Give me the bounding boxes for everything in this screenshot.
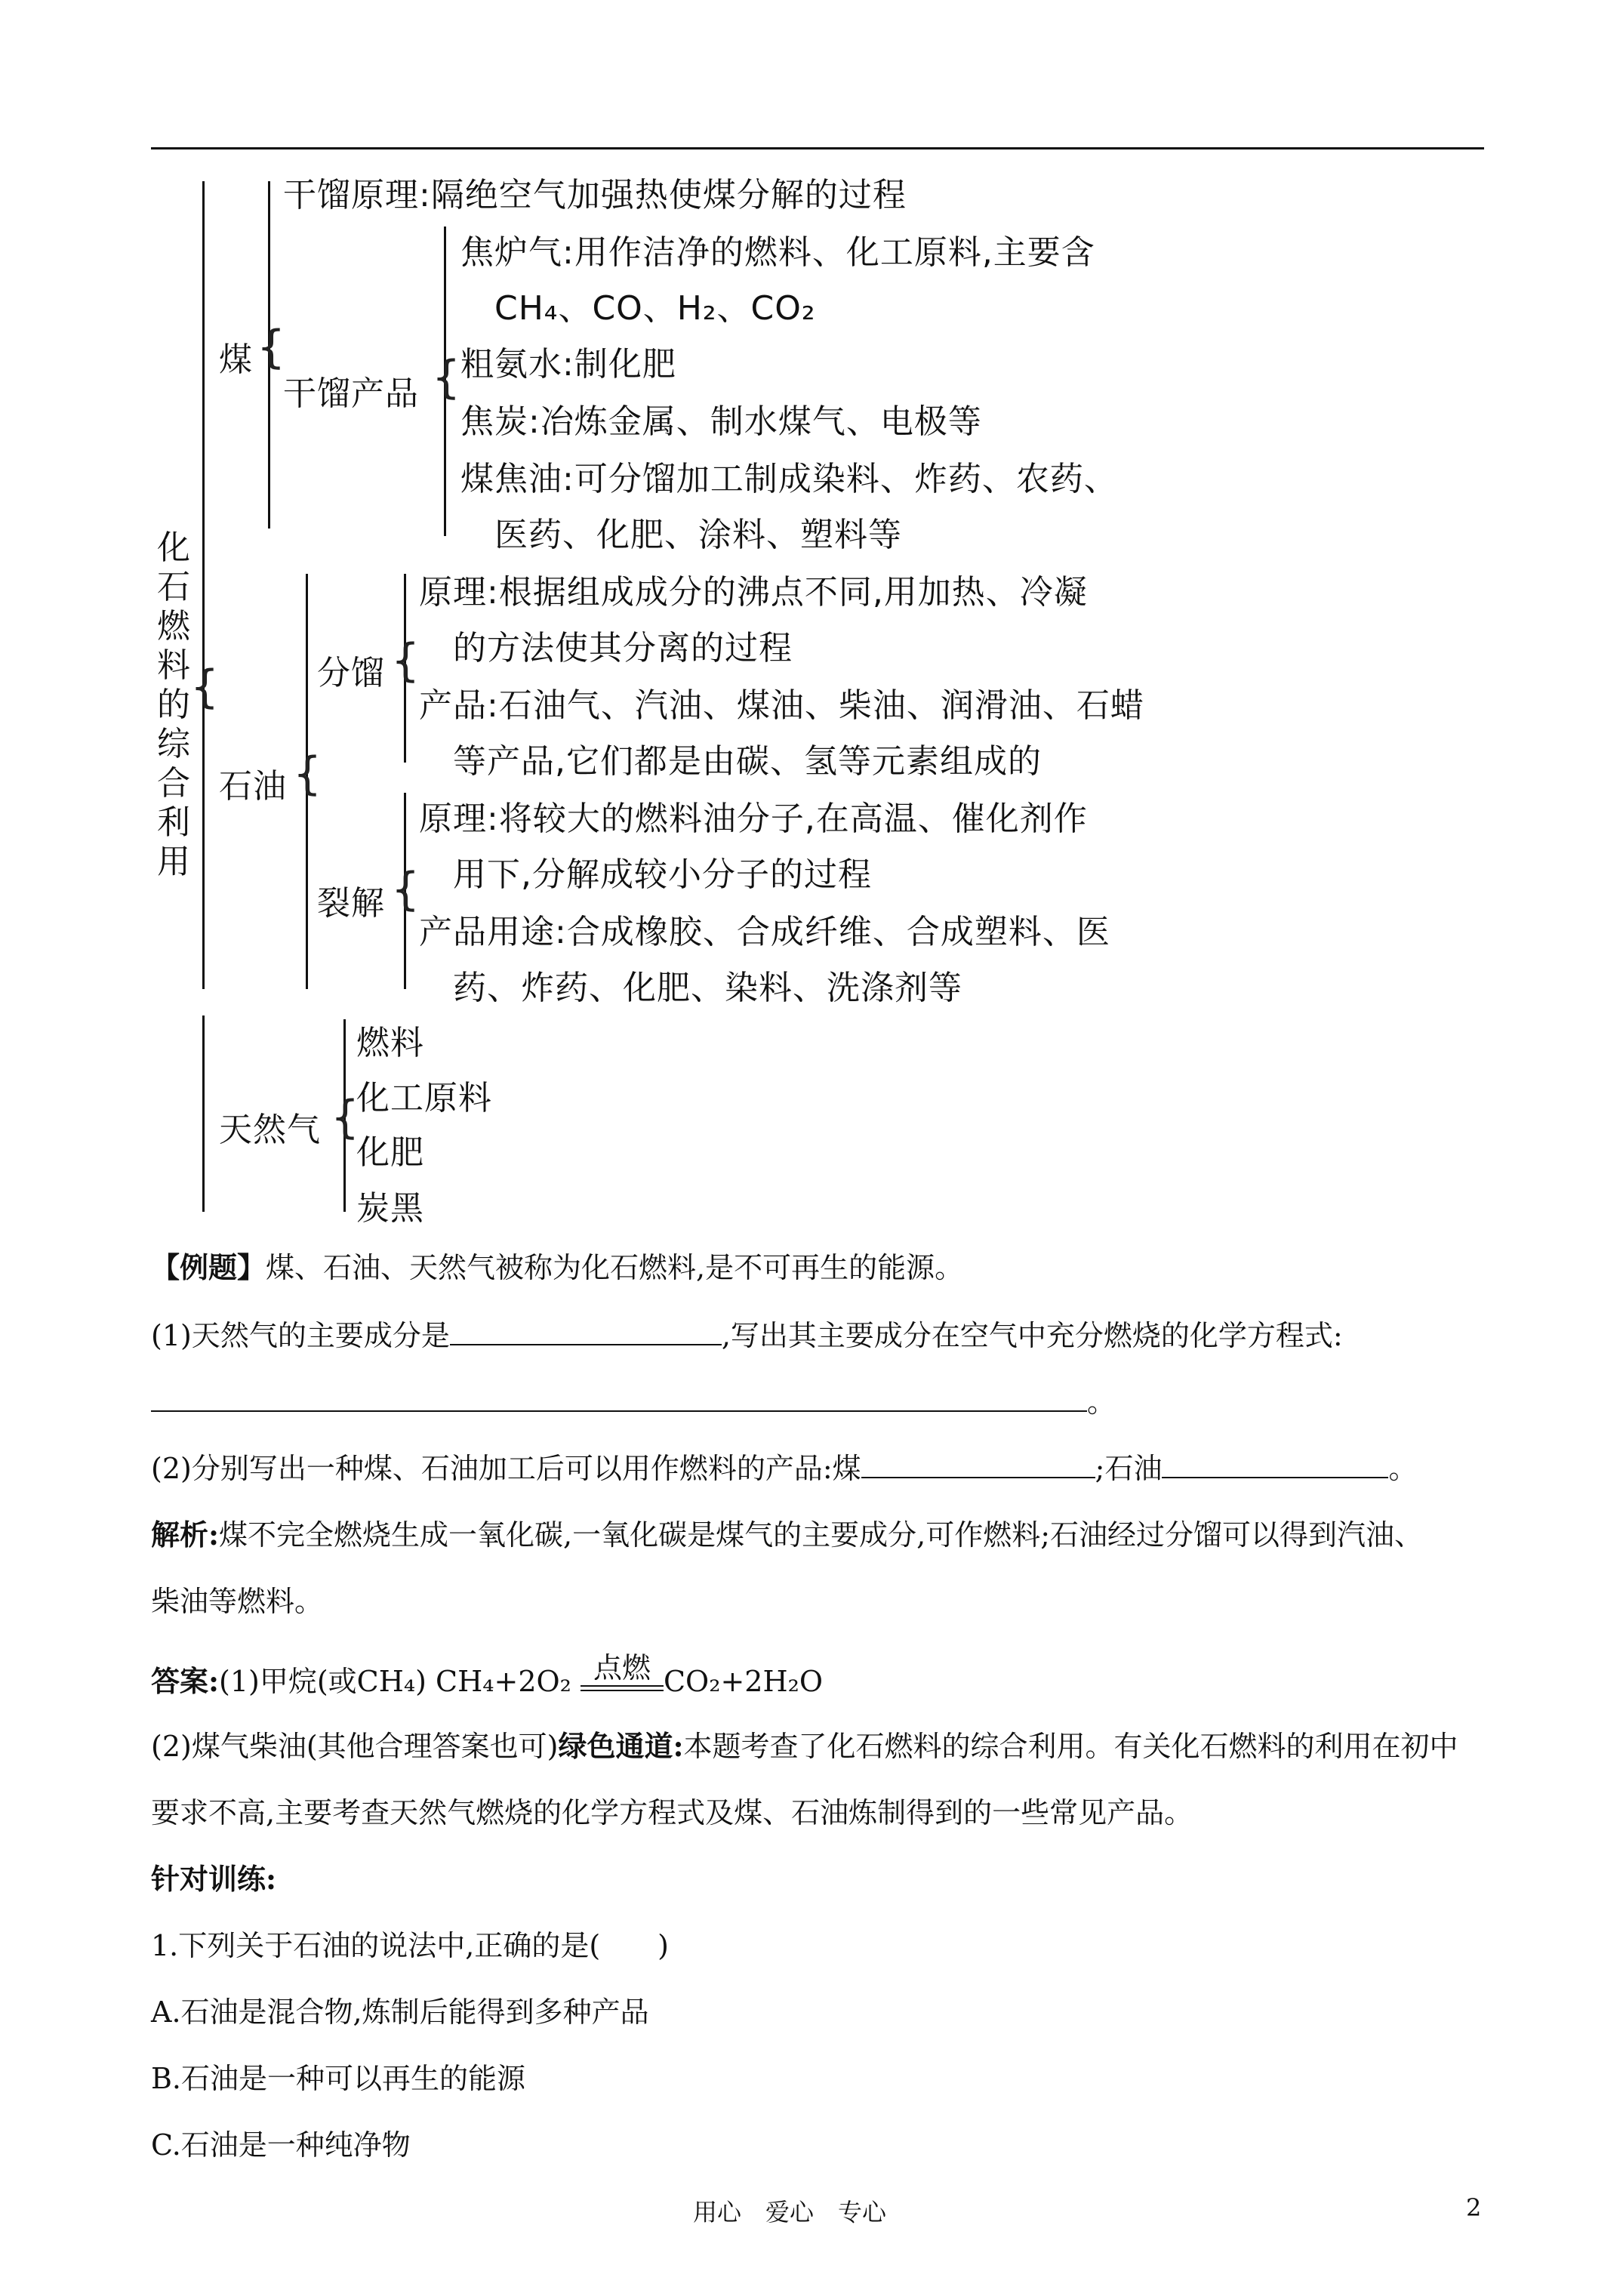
coke-oven-gas: 焦炉气:用作洁净的燃料、化工原料,主要含 <box>460 233 1095 272</box>
cracking-brace: { <box>391 863 420 916</box>
option-b[interactable]: B.石油是一种可以再生的能源 <box>151 2062 526 2095</box>
answer-blank[interactable] <box>450 1321 722 1345</box>
crack-principle-cont: 用下,分解成较小分子的过程 <box>453 855 872 894</box>
coke-oven-gas-formula: CH₄、CO、H₂、CO₂ <box>494 289 816 328</box>
answer-blank[interactable] <box>1162 1454 1388 1478</box>
example-q2: (2)分别写出一种煤、石油加工后可以用作燃料的产品:煤 ;石油 。 <box>151 1452 1418 1485</box>
fractionation-label: 分馏 <box>317 654 385 692</box>
header-rule <box>151 147 1484 149</box>
natural-gas-use: 炭黑 <box>356 1189 424 1228</box>
coal-tar-cont: 医药、化肥、涂料、塑料等 <box>494 516 902 554</box>
frac-products: 产品:石油气、汽油、煤油、柴油、润滑油、石蜡 <box>419 686 1144 725</box>
answer-blank[interactable] <box>861 1454 1095 1478</box>
coal-label: 煤 <box>219 341 253 379</box>
petroleum-label: 石油 <box>219 767 287 806</box>
example-tag: 【例题】 <box>151 1250 266 1284</box>
example-intro: 【例题】煤、石油、天然气被称为化石燃料,是不可再生的能源。 <box>151 1250 964 1284</box>
petroleum-brace: { <box>293 747 322 800</box>
practice-title: 针对训练: <box>151 1862 277 1896</box>
crude-ammonia: 粗氨水:制化肥 <box>460 345 676 384</box>
analysis-cont: 柴油等燃料。 <box>151 1585 324 1618</box>
frac-principle: 原理:根据组成成分的沸点不同,用加热、冷凝 <box>419 573 1088 612</box>
natural-gas-label: 天然气 <box>219 1111 321 1149</box>
frac-products-cont: 等产品,它们都是由碳、氢等元素组成的 <box>453 742 1042 781</box>
answer-2-cont: 要求不高,主要考查天然气燃烧的化学方程式及煤、石油炼制得到的一些常见产品。 <box>151 1796 1193 1829</box>
example-q1: (1)天然气的主要成分是 ,写出其主要成分在空气中充分燃烧的化学方程式: <box>151 1319 1343 1352</box>
cracking-label: 裂解 <box>317 884 385 923</box>
reaction-condition: 点燃 <box>593 1651 651 1684</box>
footer-motto: 用心 爱心 专心 <box>693 2198 887 2227</box>
dry-products-brace: { <box>432 351 461 404</box>
fractionation-brace: { <box>391 634 420 687</box>
answer-1: 答案:(1)甲烷(或CH₄) CH₄+2O₂ 点燃 CO₂+2H₂O <box>151 1658 823 1700</box>
answer-2: (2)煤气柴油(其他合理答案也可)绿色通道:本题考查了化石燃料的综合利用。有关化石燃料的利用在初中 <box>151 1729 1458 1763</box>
coal-brace: { <box>257 321 286 374</box>
root-brace: { <box>190 661 220 713</box>
reaction-arrow <box>581 1651 664 1691</box>
example-q1-line2: 。 <box>151 1379 1116 1420</box>
dry-products-label: 干馏产品 <box>283 374 419 413</box>
crack-uses-cont: 药、炸药、化肥、染料、洗涤剂等 <box>453 969 962 1007</box>
natural-gas-use: 化肥 <box>356 1133 424 1172</box>
crack-principle: 原理:将较大的燃料油分子,在高温、催化剂作 <box>419 800 1088 838</box>
natural-gas-brace: { <box>331 1091 360 1144</box>
answer-blank[interactable] <box>151 1388 1087 1412</box>
option-c[interactable]: C.石油是一种纯净物 <box>151 2128 411 2162</box>
dry-principle: 干馏原理:隔绝空气加强热使煤分解的过程 <box>283 176 907 214</box>
natural-gas-use: 燃料 <box>356 1024 424 1062</box>
option-a[interactable]: A.石油是混合物,炼制后能得到多种产品 <box>151 1996 649 2029</box>
outer-bracket-line-lower <box>202 1015 205 1212</box>
coal-tar: 煤焦油:可分馏加工制成染料、炸药、农药、 <box>460 460 1118 498</box>
frac-principle-cont: 的方法使其分离的过程 <box>453 629 793 667</box>
question-1: 1.下列关于石油的说法中,正确的是( ) <box>151 1929 669 1962</box>
page-number: 2 <box>1466 2193 1482 2222</box>
crack-uses: 产品用途:合成橡胶、合成纤维、合成塑料、医 <box>419 913 1110 951</box>
root-label: 化石燃料的综合利用 <box>157 529 190 881</box>
outer-bracket-line <box>202 181 205 989</box>
natural-gas-use: 化工原料 <box>356 1079 492 1117</box>
analysis: 解析:煤不完全燃烧生成一氧化碳,一氧化碳是煤气的主要成分,可作燃料;石油经过分馏可以得到汽油、 <box>151 1518 1423 1552</box>
coke: 焦炭:冶炼金属、制水煤气、电极等 <box>460 402 982 441</box>
